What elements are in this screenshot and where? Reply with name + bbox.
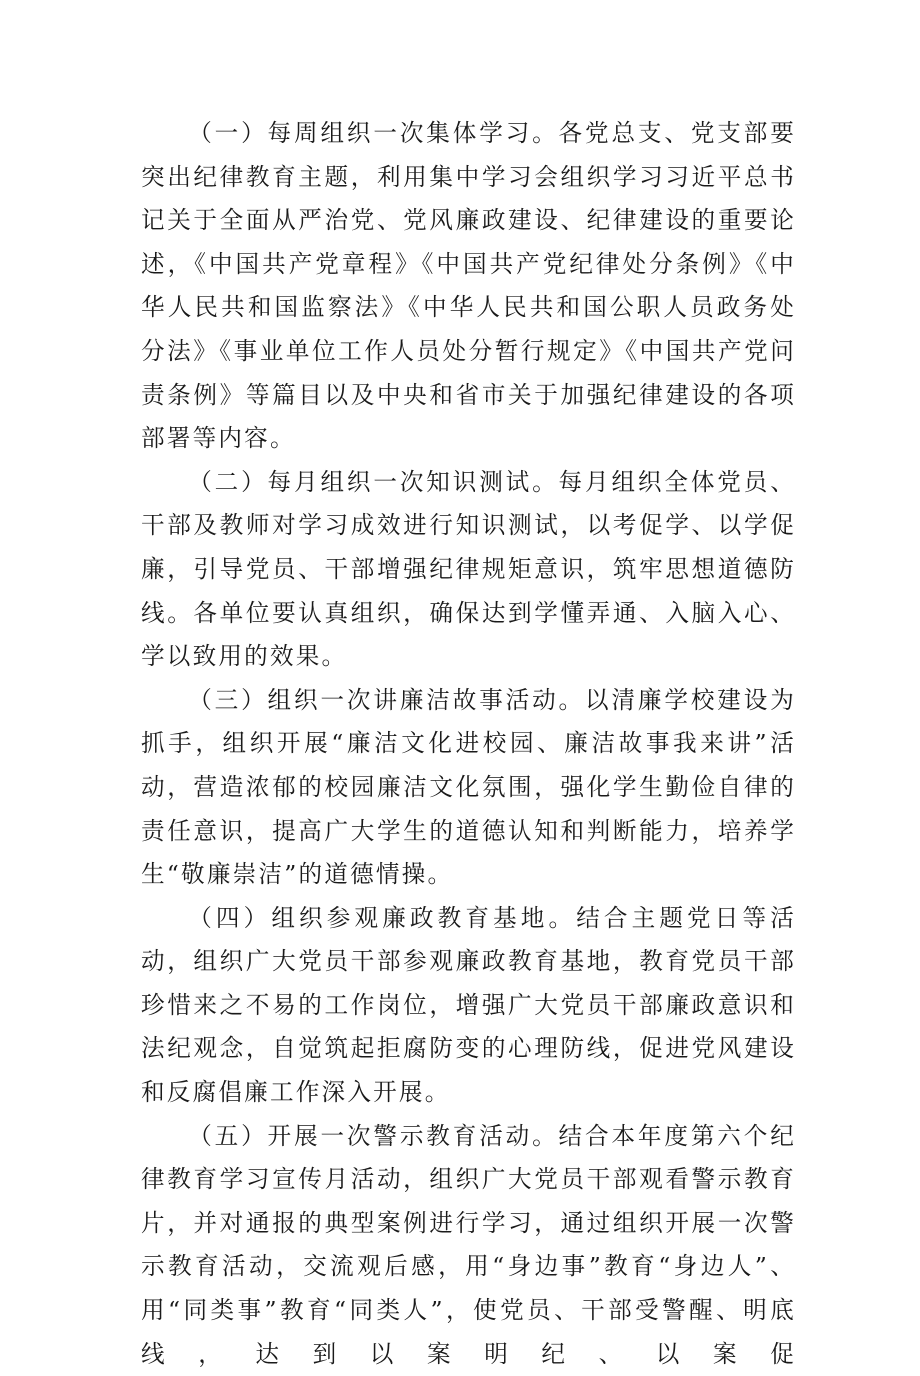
document-body (141, 112, 796, 1376)
paragraph-monthly-test: （二）每月组织一次知识测试。每月组织全体党员、干部及教师对学习成效进行知识测试，以考促学、以学促廉，引导党员、干部增强纪律规矩意识，筑牢思想道德防线。各单位要认真组织，确保达到学懂弄通、入脑入心、学以致用的效果。 (141, 467, 796, 671)
paragraph-weekly-study: （一）每周组织一次集体学习。各党总支、党支部要突出纪律教育主题，利用集中学习会组织学习习近平总书记关于全面从严治党、党风廉政建设、纪律建设的重要论述，《中国共产党章程》《中国共产党纪律处分条例》《中华人民共和国监察法》《中华人民共和国公职人员政务处分法》《事业单位工作人员处分暂行规定》《中国共产党问责条例》等篇目以及中央和省市关于加强纪律建设的各项部署等内容。 (141, 119, 796, 453)
paragraph-education-base-visit: （四）组织参观廉政教育基地。结合主题党日等活动，组织广大党员干部参观廉政教育基地，教育党员干部珍惜来之不易的工作岗位，增强广大党员干部廉政意识和法纪观念，自觉筑起拒腐防变的心理防线，促进党风建设和反腐倡廉工作深入开展。 (141, 903, 796, 1107)
paragraph-warning-education: （五）开展一次警示教育活动。结合本年度第六个纪律教育学习宣传月活动，组织广大党员干部观看警示教育片，并对通报的典型案例进行学习，通过组织开展一次警示教育活动，交流观后感，用“身边事”教育“身边人”、用“同类事”教育“同类人”，使党员、干部受警醒、明底线，达到以案明纪、以案促 (141, 1121, 796, 1368)
paragraph-integrity-stories: （三）组织一次讲廉洁故事活动。以清廉学校建设为抓手，组织开展“廉洁文化进校园、廉洁故事我来讲”活动，营造浓郁的校园廉洁文化氛围，强化学生勤俭自律的责任意识，提高广大学生的道德认知和判断能力，培养学生“敬廉崇洁”的道德情操。 (141, 685, 796, 889)
